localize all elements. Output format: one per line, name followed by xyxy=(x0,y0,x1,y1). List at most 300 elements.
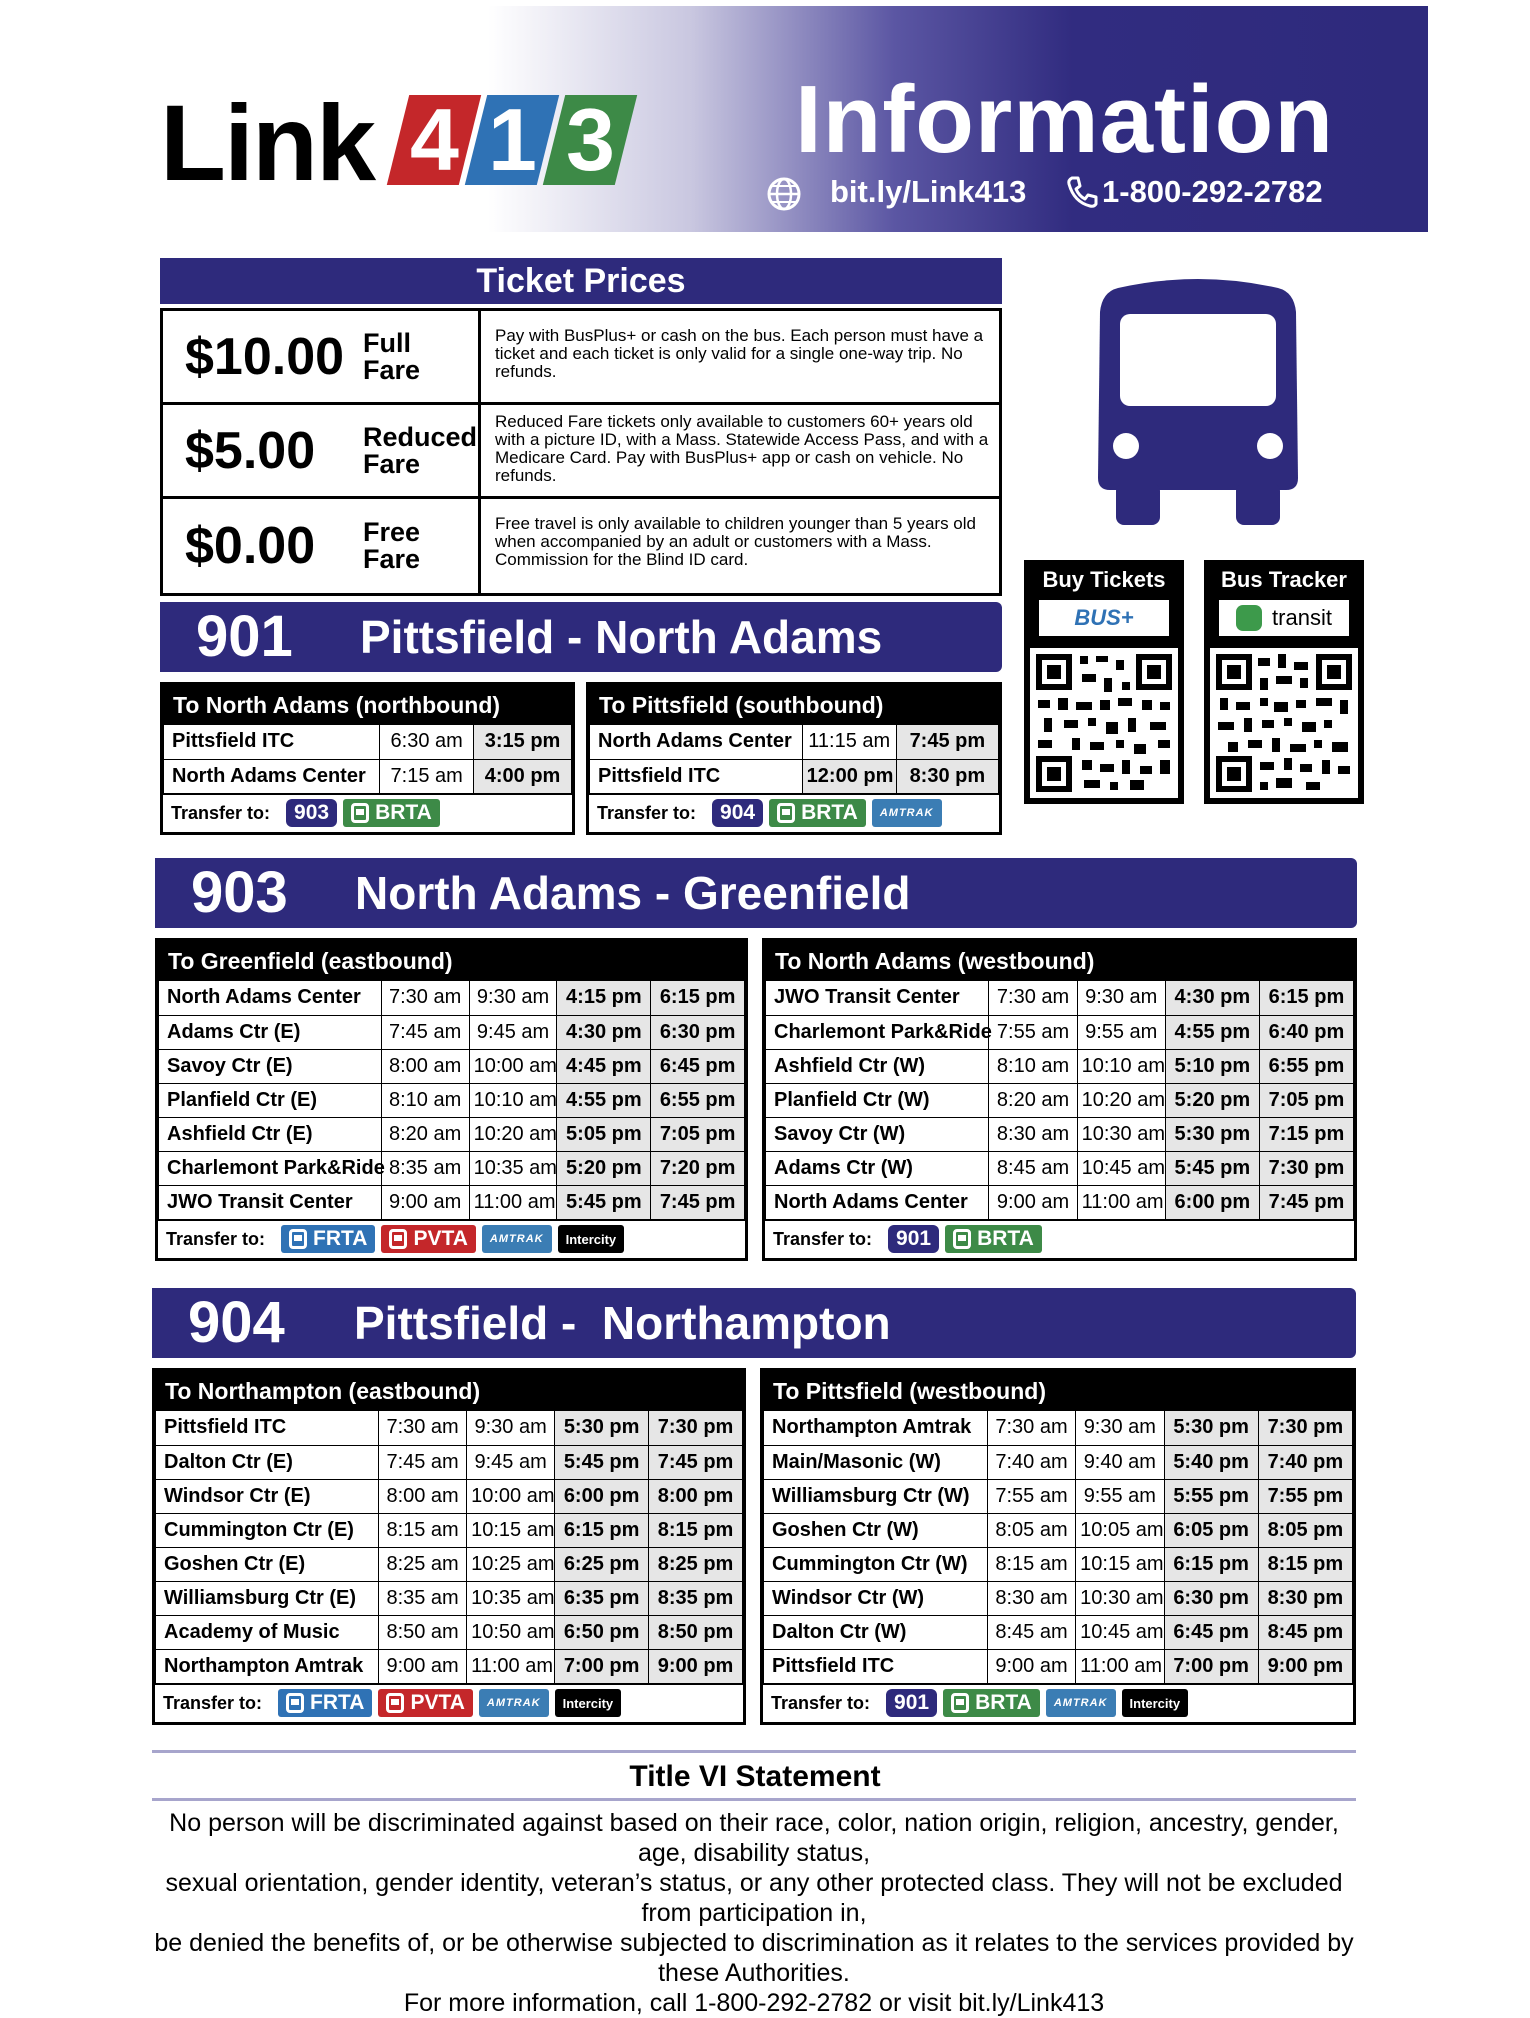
stop-name: North Adams Center xyxy=(590,725,803,759)
time-cell: 5:45 pm xyxy=(555,1445,649,1479)
statement-line: sexual orientation, gender identity, veteran’s status, or any other protected class. They will not be excluded from participation in, xyxy=(165,1869,1343,1927)
time-cell: 8:15 am xyxy=(379,1513,467,1547)
route-name: North Adams - Greenfield xyxy=(355,867,911,919)
time-cell: 7:45 am xyxy=(381,1015,469,1049)
time-cell: 6:55 pm xyxy=(1259,1049,1353,1083)
globe-icon xyxy=(766,176,802,212)
route-number: 903 xyxy=(191,860,288,925)
time-cell: 9:30 am xyxy=(1077,981,1165,1015)
table-row xyxy=(764,1649,1353,1683)
transfer-row xyxy=(765,1220,1354,1258)
transfer-route-901[interactable]: 901 xyxy=(886,1689,937,1717)
time-cell: 4:55 pm xyxy=(1165,1015,1259,1049)
stop-name: Windsor Ctr (W) xyxy=(764,1581,988,1615)
transfer-brta[interactable]: BRTA xyxy=(943,1689,1040,1717)
transfer-row xyxy=(163,794,572,832)
stop-name: Pittsfield ITC xyxy=(156,1411,379,1445)
time-cell: 10:10 am xyxy=(1077,1049,1165,1083)
stop-name: North Adams Center xyxy=(766,1185,989,1219)
direction-heading: To Greenfield (eastbound) xyxy=(158,941,745,981)
time-cell: 11:15 am xyxy=(802,725,896,759)
route-904-eastbound xyxy=(152,1368,746,1725)
bus-icon xyxy=(286,1693,304,1713)
bus-icon xyxy=(951,1693,969,1713)
route-name: Pittsfield - Northampton xyxy=(354,1297,891,1349)
time-cell: 7:30 pm xyxy=(1259,1151,1353,1185)
transfer-label: Transfer to: xyxy=(171,802,271,823)
table-row xyxy=(766,1049,1354,1083)
table-row xyxy=(766,1151,1354,1185)
time-cell: 9:40 am xyxy=(1076,1445,1164,1479)
time-cell: 5:10 pm xyxy=(1165,1049,1259,1083)
direction-heading: To North Adams (westbound) xyxy=(765,941,1354,981)
time-cell: 7:55 am xyxy=(989,1015,1077,1049)
transfer-pvta[interactable]: PVTA xyxy=(378,1689,472,1717)
transfer-label: Transfer to: xyxy=(597,802,697,823)
time-cell: 8:15 pm xyxy=(1258,1547,1352,1581)
time-cell: 10:05 am xyxy=(1076,1513,1164,1547)
bus-icon xyxy=(289,1229,307,1249)
table-row xyxy=(159,1151,745,1185)
page-title: Information xyxy=(795,66,1334,173)
table-row xyxy=(159,1083,745,1117)
time-cell: 8:30 am xyxy=(987,1581,1075,1615)
stop-name: North Adams Center xyxy=(159,981,382,1015)
time-cell: 10:00 am xyxy=(469,1049,557,1083)
stop-name: Main/Masonic (W) xyxy=(764,1445,988,1479)
time-cell: 9:00 pm xyxy=(1258,1649,1352,1683)
schedule-table xyxy=(155,1411,743,1684)
transfer-route-904[interactable]: 904 xyxy=(712,799,763,827)
stop-name: Ashfield Ctr (W) xyxy=(766,1049,989,1083)
buy-tickets-qr-code[interactable] xyxy=(1030,648,1178,798)
bus-tracker-panel xyxy=(1204,560,1364,804)
time-cell: 8:25 pm xyxy=(649,1547,743,1581)
statement-line: No person will be discriminated against based on their race, color, nation origin, religion, ancestry, gender, age, disability status, xyxy=(169,1809,1339,1867)
stop-name: Savoy Ctr (W) xyxy=(766,1117,989,1151)
transfer-route-903[interactable]: 903 xyxy=(286,799,337,827)
transfer-route-901[interactable]: 901 xyxy=(888,1225,939,1253)
time-cell: 7:00 pm xyxy=(555,1649,649,1683)
table-row xyxy=(764,1547,1353,1581)
route-904-banner xyxy=(152,1288,1356,1358)
table-row xyxy=(766,1083,1354,1117)
transfer-row xyxy=(589,794,999,832)
time-cell: 8:05 pm xyxy=(1258,1513,1352,1547)
transfer-brta[interactable]: BRTA xyxy=(769,799,866,827)
time-cell: 3:15 pm xyxy=(474,725,572,759)
table-row xyxy=(156,1581,743,1615)
time-cell: 4:30 pm xyxy=(1165,981,1259,1015)
time-cell: 4:30 pm xyxy=(557,1015,651,1049)
title-vi-statement xyxy=(148,1808,1360,2018)
time-cell: 4:00 pm xyxy=(474,759,572,793)
stop-name: Pittsfield ITC xyxy=(590,759,803,793)
time-cell: 5:55 pm xyxy=(1164,1479,1258,1513)
transfer-intercity[interactable]: Intercity xyxy=(1122,1689,1189,1717)
time-cell: 5:45 pm xyxy=(1165,1151,1259,1185)
table-row xyxy=(164,725,572,759)
transfer-amtrak[interactable]: AMTRAK xyxy=(479,1689,549,1717)
table-row xyxy=(766,1015,1354,1049)
time-cell: 10:15 am xyxy=(1076,1547,1164,1581)
fare-description: Pay with BusPlus+ or cash on the bus. Each person must have a ticket and each ticket is only valid for a single one-way trip. No refunds. xyxy=(495,326,984,381)
transfer-intercity[interactable]: Intercity xyxy=(555,1689,622,1717)
busplus-logo: BUS+ xyxy=(1039,600,1169,636)
table-row xyxy=(766,981,1354,1015)
time-cell: 8:00 am xyxy=(379,1479,467,1513)
time-cell: 5:05 pm xyxy=(557,1117,651,1151)
fare-label: Free Fare xyxy=(363,517,421,574)
time-cell: 8:15 am xyxy=(987,1547,1075,1581)
fare-row-free xyxy=(163,499,999,593)
time-cell: 5:30 pm xyxy=(1165,1117,1259,1151)
time-cell: 8:50 pm xyxy=(649,1615,743,1649)
time-cell: 9:30 am xyxy=(467,1411,555,1445)
website-link[interactable]: bit.ly/Link413 xyxy=(830,174,1027,209)
table-row xyxy=(156,1513,743,1547)
time-cell: 8:35 am xyxy=(379,1581,467,1615)
time-cell: 6:45 pm xyxy=(651,1049,745,1083)
stop-name: Academy of Music xyxy=(156,1615,379,1649)
stop-name: Goshen Ctr (W) xyxy=(764,1513,988,1547)
table-row xyxy=(764,1615,1353,1649)
transfer-label: Transfer to: xyxy=(771,1692,871,1713)
table-row xyxy=(764,1445,1353,1479)
time-cell: 8:30 pm xyxy=(1258,1581,1352,1615)
stop-name: Dalton Ctr (W) xyxy=(764,1615,988,1649)
time-cell: 7:55 pm xyxy=(1258,1479,1352,1513)
time-cell: 6:05 pm xyxy=(1164,1513,1258,1547)
schedule-table xyxy=(158,981,745,1220)
time-cell: 6:00 pm xyxy=(555,1479,649,1513)
route-901-northbound xyxy=(160,682,575,835)
time-cell: 10:25 am xyxy=(467,1547,555,1581)
time-cell: 10:45 am xyxy=(1076,1615,1164,1649)
phone-icon xyxy=(1064,174,1100,210)
time-cell: 10:30 am xyxy=(1077,1117,1165,1151)
route-901-southbound xyxy=(586,682,1002,835)
stop-name: Williamsburg Ctr (E) xyxy=(156,1581,379,1615)
time-cell: 8:20 am xyxy=(989,1083,1077,1117)
time-cell: 8:05 am xyxy=(987,1513,1075,1547)
bus-tracker-qr-code[interactable] xyxy=(1210,648,1358,798)
time-cell: 6:15 pm xyxy=(651,981,745,1015)
stop-name: Ashfield Ctr (E) xyxy=(159,1117,382,1151)
time-cell: 8:45 pm xyxy=(1258,1615,1352,1649)
fare-price: $10.00 xyxy=(185,327,345,386)
time-cell: 7:15 am xyxy=(380,759,474,793)
buy-tickets-title: Buy Tickets xyxy=(1042,567,1166,592)
time-cell: 4:55 pm xyxy=(557,1083,651,1117)
time-cell: 7:30 am xyxy=(379,1411,467,1445)
route-name: Pittsfield - North Adams xyxy=(360,611,883,663)
direction-heading: To Pittsfield (southbound) xyxy=(589,685,999,725)
transfer-pvta[interactable]: PVTA xyxy=(381,1225,475,1253)
time-cell: 5:20 pm xyxy=(557,1151,651,1185)
transfer-label: Transfer to: xyxy=(166,1228,266,1249)
logo-word: Link xyxy=(160,82,375,203)
time-cell: 9:55 am xyxy=(1076,1479,1164,1513)
table-row xyxy=(156,1479,743,1513)
time-cell: 9:55 am xyxy=(1077,1015,1165,1049)
divider xyxy=(152,1798,1356,1801)
route-number: 901 xyxy=(196,604,293,669)
time-cell: 8:25 am xyxy=(379,1547,467,1581)
time-cell: 10:10 am xyxy=(469,1083,557,1117)
table-row xyxy=(764,1411,1353,1445)
time-cell: 9:30 am xyxy=(469,981,557,1015)
time-cell: 9:00 am xyxy=(989,1185,1077,1219)
time-cell: 9:00 pm xyxy=(649,1649,743,1683)
direction-heading: To Pittsfield (westbound) xyxy=(763,1371,1353,1411)
transit-app-icon xyxy=(1236,605,1262,631)
transfer-label: Transfer to: xyxy=(163,1692,263,1713)
transfer-frta[interactable]: FRTA xyxy=(281,1225,375,1253)
time-cell: 10:35 am xyxy=(467,1581,555,1615)
transfer-frta[interactable]: FRTA xyxy=(278,1689,372,1717)
fare-label: Reduced Fare xyxy=(363,421,478,479)
table-row xyxy=(159,1049,745,1083)
stop-name: Adams Ctr (W) xyxy=(766,1151,989,1185)
fare-label: Full Fare xyxy=(363,327,421,385)
time-cell: 7:05 pm xyxy=(651,1117,745,1151)
bus-icon xyxy=(386,1693,404,1713)
time-cell: 7:55 am xyxy=(987,1479,1075,1513)
stop-name: Charlemont Park&Ride xyxy=(766,1015,989,1049)
time-cell: 8:15 pm xyxy=(649,1513,743,1547)
table-row xyxy=(156,1445,743,1479)
statement-line: For more information, call 1-800-292-2782 or visit bit.ly/Link413 xyxy=(403,1989,1105,2017)
time-cell: 7:30 pm xyxy=(649,1411,743,1445)
time-cell: 7:45 pm xyxy=(651,1185,745,1219)
time-cell: 12:00 pm xyxy=(802,759,896,793)
time-cell: 6:25 pm xyxy=(555,1547,649,1581)
schedule-table xyxy=(763,1411,1353,1684)
time-cell: 10:15 am xyxy=(467,1513,555,1547)
transfer-intercity[interactable]: Intercity xyxy=(558,1225,625,1253)
time-cell: 5:45 pm xyxy=(557,1185,651,1219)
stop-name: Planfield Ctr (W) xyxy=(766,1083,989,1117)
time-cell: 8:10 am xyxy=(989,1049,1077,1083)
transfer-amtrak[interactable]: AMTRAK xyxy=(872,799,942,827)
table-row xyxy=(156,1547,743,1581)
time-cell: 8:50 am xyxy=(379,1615,467,1649)
time-cell: 10:50 am xyxy=(467,1615,555,1649)
stop-name: Pittsfield ITC xyxy=(164,725,380,759)
time-cell: 10:20 am xyxy=(469,1117,557,1151)
direction-heading: To Northampton (eastbound) xyxy=(155,1371,743,1411)
time-cell: 5:30 pm xyxy=(555,1411,649,1445)
ticket-prices-title: Ticket Prices xyxy=(160,258,1002,304)
time-cell: 7:30 am xyxy=(987,1411,1075,1445)
time-cell: 8:10 am xyxy=(381,1083,469,1117)
time-cell: 10:00 am xyxy=(467,1479,555,1513)
route-903-westbound xyxy=(762,938,1357,1261)
fare-row-reduced xyxy=(163,405,999,499)
time-cell: 11:00 am xyxy=(1076,1649,1164,1683)
time-cell: 7:30 am xyxy=(989,981,1077,1015)
route-903-eastbound xyxy=(155,938,748,1261)
time-cell: 7:00 pm xyxy=(1164,1649,1258,1683)
stop-name: Adams Ctr (E) xyxy=(159,1015,382,1049)
time-cell: 7:40 am xyxy=(987,1445,1075,1479)
time-cell: 6:45 pm xyxy=(1164,1615,1258,1649)
time-cell: 8:35 am xyxy=(381,1151,469,1185)
table-row xyxy=(766,1185,1354,1219)
direction-heading: To North Adams (northbound) xyxy=(163,685,572,725)
table-row xyxy=(590,725,999,759)
time-cell: 11:00 am xyxy=(467,1649,555,1683)
bus-tracker-title: Bus Tracker xyxy=(1221,567,1347,592)
time-cell: 5:20 pm xyxy=(1165,1083,1259,1117)
schedule-table xyxy=(765,981,1354,1220)
table-row xyxy=(164,759,572,793)
time-cell: 6:15 pm xyxy=(1259,981,1353,1015)
stop-name: Planfield Ctr (E) xyxy=(159,1083,382,1117)
time-cell: 7:45 pm xyxy=(649,1445,743,1479)
time-cell: 8:30 pm xyxy=(896,759,998,793)
stop-name: JWO Transit Center xyxy=(766,981,989,1015)
stop-name: Windsor Ctr (E) xyxy=(156,1479,379,1513)
transfer-brta[interactable]: BRTA xyxy=(945,1225,1042,1253)
stop-name: Pittsfield ITC xyxy=(764,1649,988,1683)
transfer-brta[interactable]: BRTA xyxy=(343,799,440,827)
table-row xyxy=(766,1117,1354,1151)
time-cell: 11:00 am xyxy=(469,1185,557,1219)
time-cell: 10:45 am xyxy=(1077,1151,1165,1185)
table-row xyxy=(156,1649,743,1683)
time-cell: 4:45 pm xyxy=(557,1049,651,1083)
time-cell: 9:45 am xyxy=(469,1015,557,1049)
stop-name: Savoy Ctr (E) xyxy=(159,1049,382,1083)
time-cell: 11:00 am xyxy=(1077,1185,1165,1219)
bus-icon xyxy=(351,803,369,823)
time-cell: 6:55 pm xyxy=(651,1083,745,1117)
table-row xyxy=(159,1117,745,1151)
bus-icon xyxy=(777,803,795,823)
time-cell: 6:50 pm xyxy=(555,1615,649,1649)
logo-digit-4: 4 xyxy=(387,95,481,185)
time-cell: 10:35 am xyxy=(469,1151,557,1185)
transfer-amtrak[interactable]: AMTRAK xyxy=(1046,1689,1116,1717)
time-cell: 8:00 pm xyxy=(649,1479,743,1513)
time-cell: 10:30 am xyxy=(1076,1581,1164,1615)
stop-name: Cummington Ctr (E) xyxy=(156,1513,379,1547)
time-cell: 7:30 pm xyxy=(1258,1411,1352,1445)
stop-name: Williamsburg Ctr (W) xyxy=(764,1479,988,1513)
table-row xyxy=(590,759,999,793)
table-row xyxy=(764,1513,1353,1547)
time-cell: 8:20 am xyxy=(381,1117,469,1151)
fare-description: Free travel is only available to children younger than 5 years old when accompanied by an adult or customers with a Mass. Commission for the Blind ID card. xyxy=(495,514,976,569)
route-number: 904 xyxy=(188,1290,285,1355)
time-cell: 9:00 am xyxy=(381,1185,469,1219)
time-cell: 7:20 pm xyxy=(651,1151,745,1185)
table-row xyxy=(156,1411,743,1445)
transfer-row xyxy=(158,1220,745,1258)
transit-logo: transit xyxy=(1219,600,1349,636)
fare-description: Reduced Fare tickets only available to customers 60+ years old with a picture ID, with a Mass. Statewide Access Pass, and with a Medicare Card. Pay with BusPlus+ app or cash on vehicle. No refunds. xyxy=(495,412,989,485)
bus-icon xyxy=(389,1229,407,1249)
time-cell: 7:40 pm xyxy=(1258,1445,1352,1479)
time-cell: 9:00 am xyxy=(987,1649,1075,1683)
time-cell: 6:30 pm xyxy=(1164,1581,1258,1615)
transfer-row xyxy=(763,1684,1353,1722)
time-cell: 5:30 pm xyxy=(1164,1411,1258,1445)
time-cell: 6:15 pm xyxy=(555,1513,649,1547)
time-cell: 6:15 pm xyxy=(1164,1547,1258,1581)
stop-name: North Adams Center xyxy=(164,759,380,793)
time-cell: 7:05 pm xyxy=(1259,1083,1353,1117)
stop-name: Northampton Amtrak xyxy=(156,1649,379,1683)
bus-icon xyxy=(1088,278,1308,528)
bus-icon xyxy=(953,1229,971,1249)
table-row xyxy=(764,1581,1353,1615)
table-row xyxy=(156,1615,743,1649)
time-cell: 6:35 pm xyxy=(555,1581,649,1615)
time-cell: 7:30 am xyxy=(381,981,469,1015)
fare-price: $5.00 xyxy=(185,421,316,480)
stop-name: JWO Transit Center xyxy=(159,1185,382,1219)
table-row xyxy=(159,1185,745,1219)
time-cell: 7:15 pm xyxy=(1259,1117,1353,1151)
stop-name: Northampton Amtrak xyxy=(764,1411,988,1445)
time-cell: 8:00 am xyxy=(381,1049,469,1083)
stop-name: Goshen Ctr (E) xyxy=(156,1547,379,1581)
time-cell: 6:30 am xyxy=(380,725,474,759)
fare-row-full xyxy=(163,311,999,405)
time-cell: 9:45 am xyxy=(467,1445,555,1479)
time-cell: 7:45 pm xyxy=(1259,1185,1353,1219)
time-cell: 6:30 pm xyxy=(651,1015,745,1049)
table-row xyxy=(764,1479,1353,1513)
time-cell: 8:30 am xyxy=(989,1117,1077,1151)
stop-name: Cummington Ctr (W) xyxy=(764,1547,988,1581)
stop-name: Charlemont Park&Ride xyxy=(159,1151,382,1185)
time-cell: 7:45 pm xyxy=(896,725,998,759)
time-cell: 4:15 pm xyxy=(557,981,651,1015)
phone-number[interactable]: 1-800-292-2782 xyxy=(1102,174,1323,209)
time-cell: 8:35 pm xyxy=(649,1581,743,1615)
divider xyxy=(152,1750,1356,1753)
table-row xyxy=(159,981,745,1015)
table-row xyxy=(159,1015,745,1049)
route-904-westbound xyxy=(760,1368,1356,1725)
time-cell: 6:40 pm xyxy=(1259,1015,1353,1049)
fare-price: $0.00 xyxy=(185,517,316,575)
transfer-row xyxy=(155,1684,743,1722)
time-cell: 10:20 am xyxy=(1077,1083,1165,1117)
time-cell: 9:30 am xyxy=(1076,1411,1164,1445)
buy-tickets-panel xyxy=(1024,560,1184,804)
title-vi-heading: Title VI Statement xyxy=(629,1760,881,1793)
transfer-amtrak[interactable]: AMTRAK xyxy=(482,1225,552,1253)
route-901-banner xyxy=(160,602,1002,672)
time-cell: 7:45 am xyxy=(379,1445,467,1479)
logo-digit-3: 3 xyxy=(543,95,637,185)
stop-name: Dalton Ctr (E) xyxy=(156,1445,379,1479)
route-903-banner xyxy=(155,858,1357,928)
time-cell: 8:45 am xyxy=(989,1151,1077,1185)
time-cell: 9:00 am xyxy=(379,1649,467,1683)
ticket-prices-panel xyxy=(160,258,1002,596)
logo-digit-1: 1 xyxy=(465,95,559,185)
time-cell: 6:00 pm xyxy=(1165,1185,1259,1219)
time-cell: 5:40 pm xyxy=(1164,1445,1258,1479)
statement-line: be denied the benefits of, or be otherwise subjected to discrimination as it relates to the services provided by these Authorities. xyxy=(154,1929,1354,1987)
transfer-label: Transfer to: xyxy=(773,1228,873,1249)
